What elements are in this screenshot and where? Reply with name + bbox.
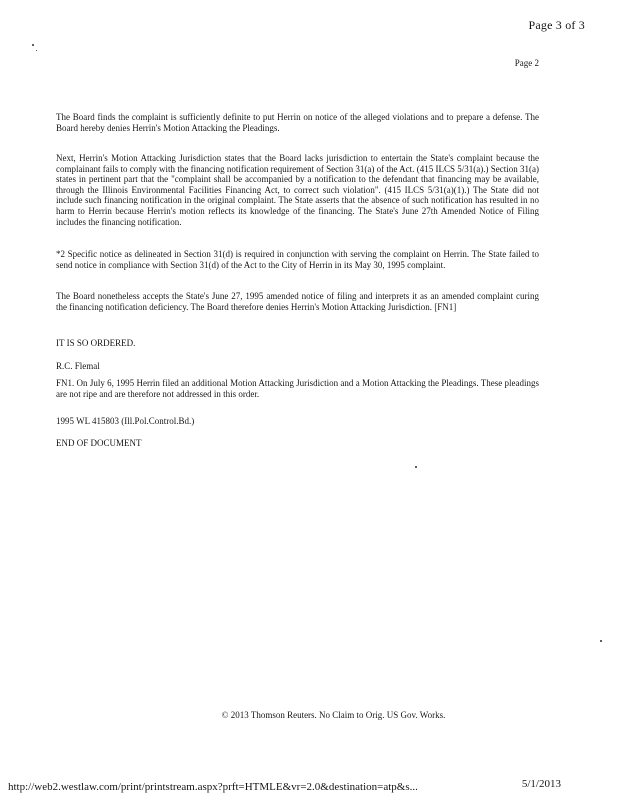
signatory-name: R.C. Flemal: [56, 361, 100, 371]
scan-speck: [415, 466, 417, 468]
end-of-document: END OF DOCUMENT: [56, 438, 142, 448]
paragraph-motion-jurisdiction: Next, Herrin's Motion Attacking Jurisdiction states that the Board lacks jurisdiction to entertain the State's complaint because the complainant fails to comply with the financing notification requirement of Section 31(a) of the Act. (415 ILCS 5/31(a).) Section 31(a) states in pertinent part that the "complaint shall be accompanied by a notification to the defendant that financing may be available, through the Illinois Environmental Facilities Financing Act, to correct such violation". (415 ILCS 5/31(a)(1).) The State did not include such financing notification in the original complaint. The State asserts that the absence of such notification has resulted in no harm to Herrin because Herrin's motion reflects its knowledge of the financing. The State's June 27th Amended Notice of Filing includes the financing notification.: [56, 153, 539, 227]
paragraph-board-finding: The Board finds the complaint is sufficiently definite to put Herrin on notice of the alleged violations and to prepare a defense. The Board hereby denies Herrin's Motion Attacking the Pleadings.: [56, 112, 539, 133]
footnote-fn1: FN1. On July 6, 1995 Herrin filed an additional Motion Attacking Jurisdiction and a Motion Attacking the Pleadings. These pleadings are not ripe and are therefore not addressed in this order.: [56, 378, 539, 399]
paragraph-board-accepts: The Board nonetheless accepts the State's June 27, 1995 amended notice of filing and interprets it as an amended complaint curing the financing notification deficiency. The Board therefore denies Herrin's Motion Attacking Jurisdiction. [FN1]: [56, 291, 539, 312]
print-date: 5/1/2013: [521, 778, 561, 790]
scan-speck: [32, 44, 34, 46]
page-number: Page 2: [514, 58, 539, 68]
scan-speck: [600, 640, 602, 642]
scan-speck: [36, 50, 37, 51]
paragraph-specific-notice: *2 Specific notice as delineated in Section 31(d) is required in conjunction with serving the complaint on Herrin. The State failed to send notice in compliance with Section 31(d) of the Act to the City of Herrin in its May 30, 1995 complaint.: [56, 249, 539, 270]
print-url: http://web2.westlaw.com/print/printstream.aspx?prft=HTMLE&vr=2.0&destination=atp&s...: [8, 781, 418, 793]
page-of-count: Page 3 of 3: [528, 18, 585, 32]
copyright-notice: © 2013 Thomson Reuters. No Claim to Orig. US Gov. Works.: [221, 710, 446, 720]
citation: 1995 WL 415803 (Ill.Pol.Control.Bd.): [56, 416, 195, 426]
order-statement: IT IS SO ORDERED.: [56, 338, 136, 348]
